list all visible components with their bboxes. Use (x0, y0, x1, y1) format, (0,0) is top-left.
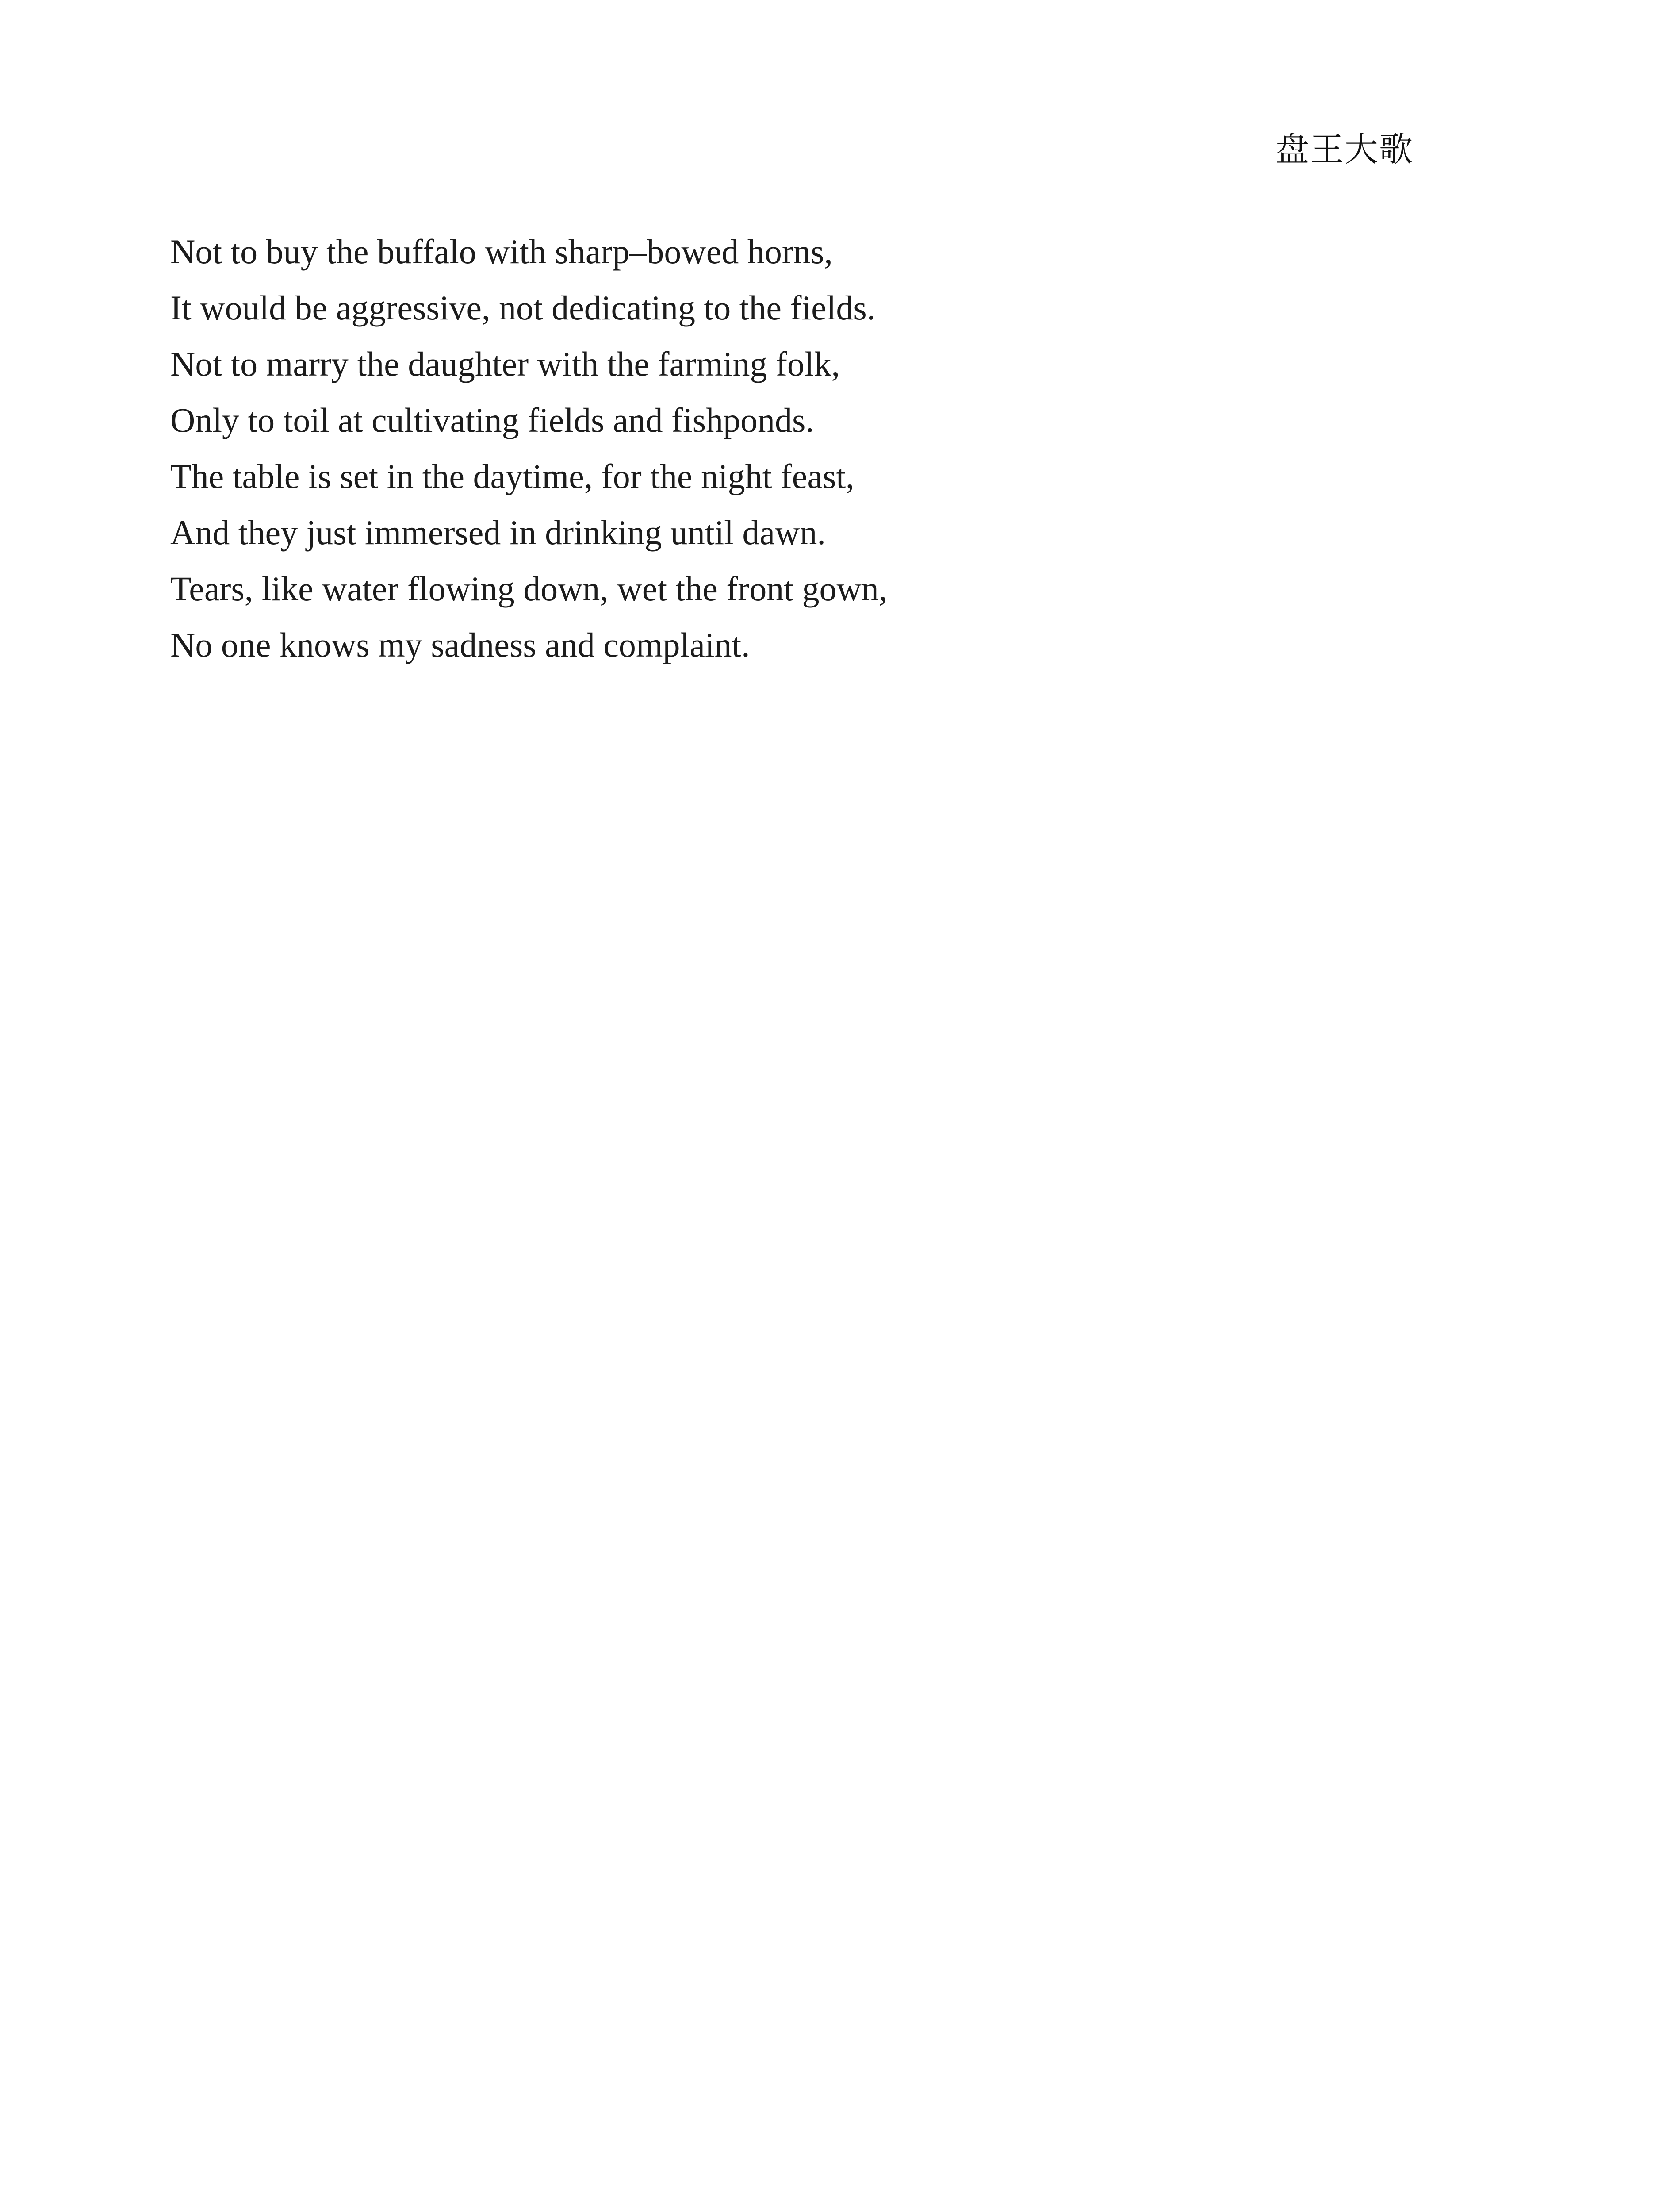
poem-line: Not to buy the buffalo with sharp–bowed horns, (170, 232, 833, 271)
poem-line: Not to marry the daughter with the farming folk, (170, 345, 840, 383)
poem-line: The table is set in the daytime, for the night feast, (170, 457, 854, 495)
poem-line: Only to toil at cultivating fields and fishponds. (170, 401, 814, 439)
poem-line: And they just immersed in drinking until dawn. (170, 513, 826, 552)
poem-body (170, 223, 1364, 673)
poem-line: Tears, like water flowing down, wet the front gown, (170, 569, 888, 608)
running-header-title: 盘王大歌 (1276, 130, 1414, 169)
poem-line: No one knows my sadness and complaint. (170, 626, 750, 664)
poem-line: It would be aggressive, not dedicating to the fields. (170, 288, 876, 327)
